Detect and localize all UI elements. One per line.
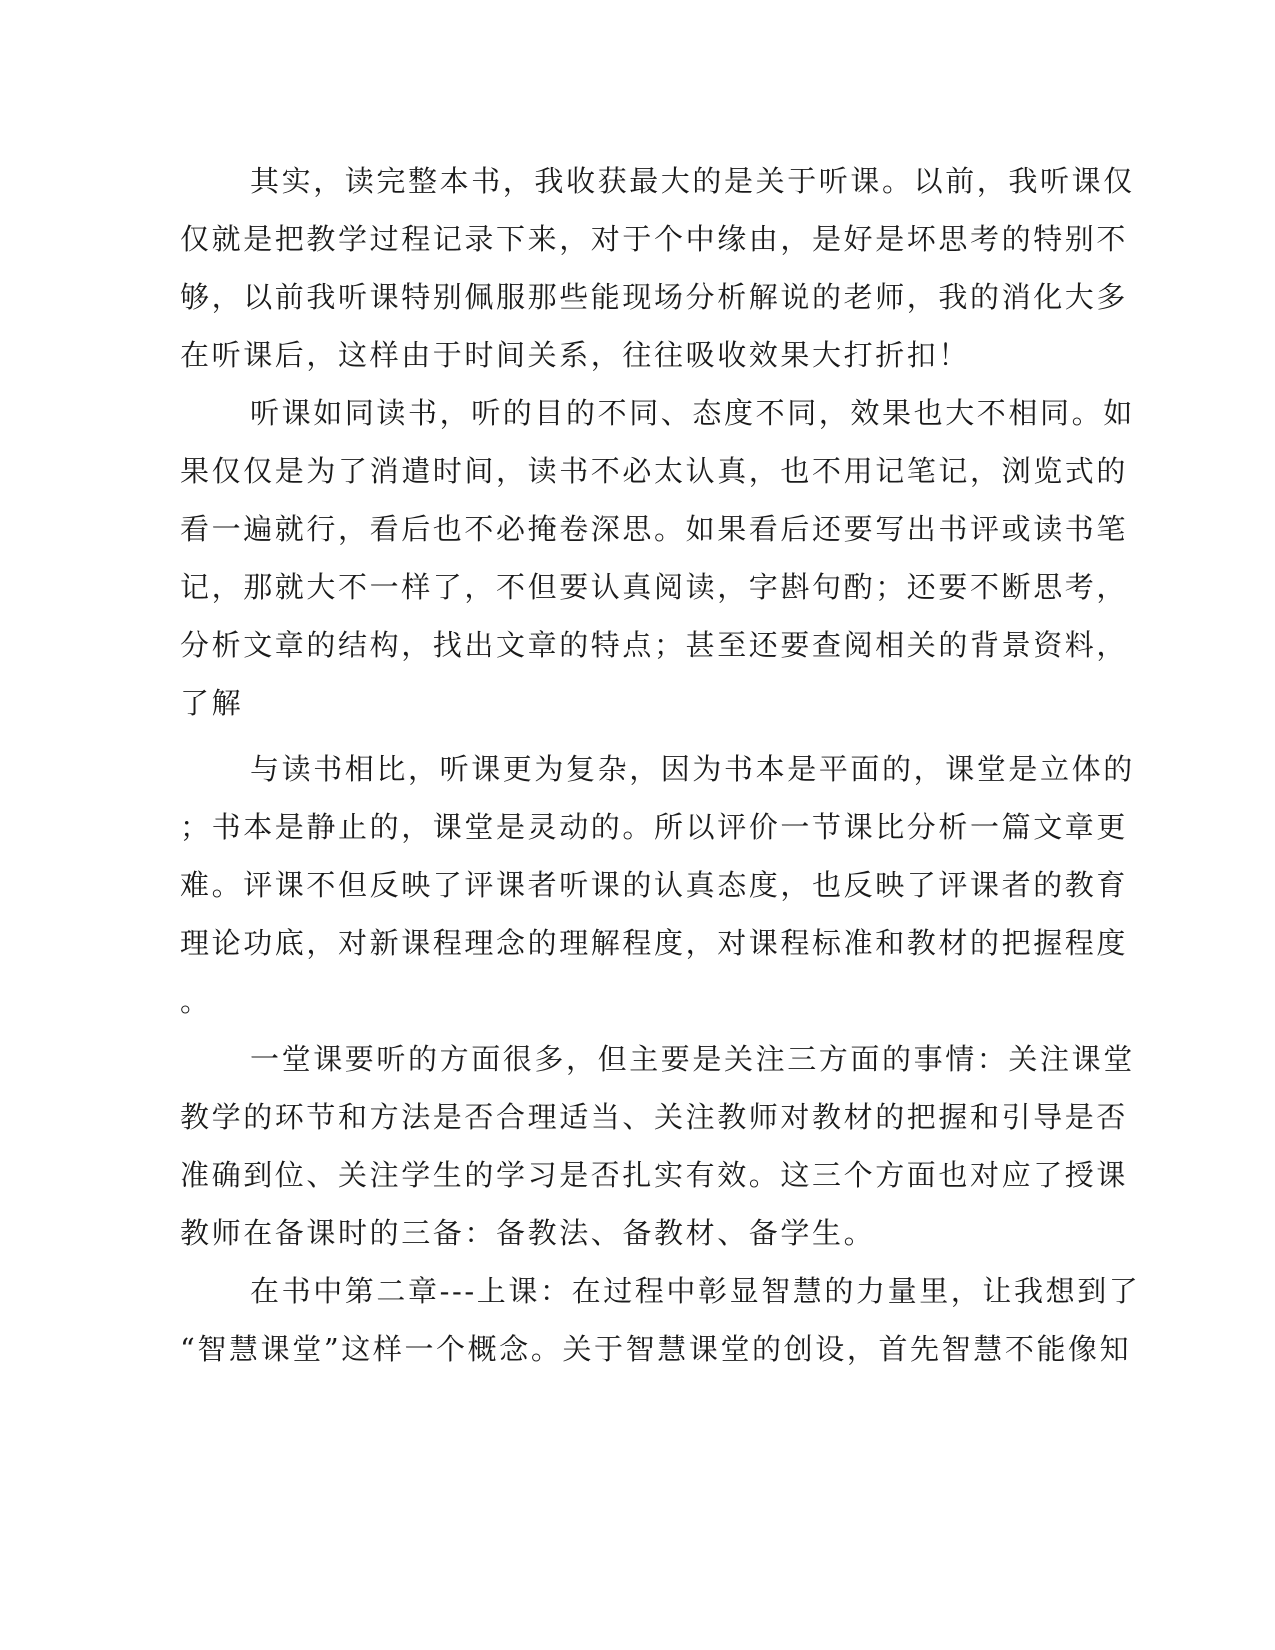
text-line: 一堂课要听的方面很多，但主要是关注三方面的事情：关注课堂 bbox=[250, 1042, 1135, 1076]
text-line: “智慧课堂”这样一个概念。关于智慧课堂的创设，首先智慧不能像知 bbox=[180, 1332, 1132, 1366]
text-line: 难。评课不但反映了评课者听课的认真态度，也反映了评课者的教育 bbox=[180, 868, 1129, 902]
text-line: 在听课后，这样由于时间关系，往往吸收效果大打折扣！ bbox=[180, 338, 971, 372]
text-line: 教学的环节和方法是否合理适当、关注教师对教材的把握和引导是否 bbox=[180, 1100, 1129, 1134]
text-line: 分析文章的结构，找出文章的特点；甚至还要查阅相关的背景资料， bbox=[180, 628, 1129, 662]
text-line: 仅就是把教学过程记录下来，对于个中缘由，是好是坏思考的特别不 bbox=[180, 222, 1129, 256]
text-line: 听课如同读书，听的目的不同、态度不同，效果也大不相同。如 bbox=[250, 396, 1135, 430]
text-line: 与读书相比，听课更为复杂，因为书本是平面的，课堂是立体的 bbox=[250, 752, 1135, 786]
text-line: 在书中第二章---上课：在过程中彰显智慧的力量里，让我想到了 bbox=[250, 1274, 1141, 1308]
text-line: ；书本是静止的，课堂是灵动的。所以评价一节课比分析一篇文章更 bbox=[180, 810, 1129, 844]
text-line: 果仅仅是为了消遣时间，读书不必太认真，也不用记笔记，浏览式的 bbox=[180, 454, 1129, 488]
text-line: 准确到位、关注学生的学习是否扎实有效。这三个方面也对应了授课 bbox=[180, 1158, 1129, 1192]
text-line: 理论功底，对新课程理念的理解程度，对课程标准和教材的把握程度 bbox=[180, 926, 1129, 960]
text-line: 记，那就大不一样了，不但要认真阅读，字斟句酌；还要不断思考， bbox=[180, 570, 1129, 604]
text-line: 了解 bbox=[180, 686, 244, 720]
text-line: 。 bbox=[180, 984, 212, 1018]
text-line: 看一遍就行，看后也不必掩卷深思。如果看后还要写出书评或读书笔 bbox=[180, 512, 1129, 546]
text-line: 教师在备课时的三备：备教法、备教材、备学生。 bbox=[180, 1216, 876, 1250]
text-line: 其实，读完整本书，我收获最大的是关于听课。以前，我听课仅 bbox=[250, 164, 1135, 198]
text-line: 够，以前我听课特别佩服那些能现场分析解说的老师，我的消化大多 bbox=[180, 280, 1129, 314]
